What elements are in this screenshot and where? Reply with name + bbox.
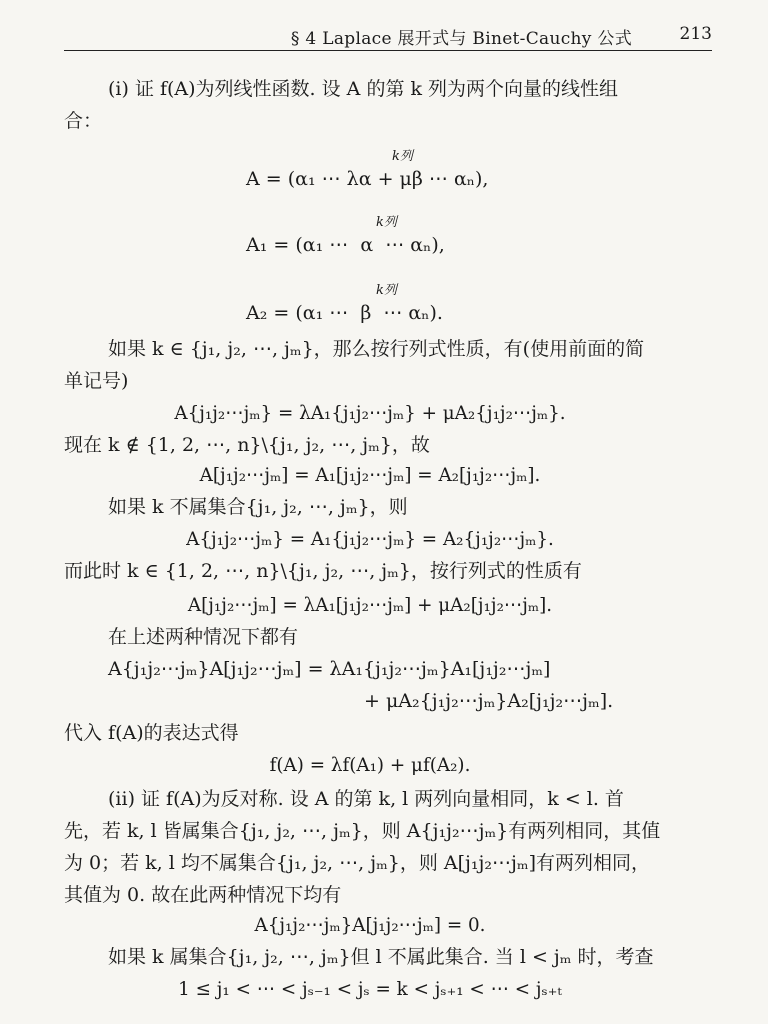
- column-label: k列: [376, 283, 397, 298]
- paragraph-line: (i) 证 f(A)为列线性函数. 设 A 的第 k 列为两个向量的线性组: [108, 78, 619, 100]
- paragraph-line: 为 0；若 k, l 均不属集合{j₁, j₂, ⋯, jₘ}，则 A[j₁j₂⋯jₘ]有两列相同，: [64, 852, 650, 874]
- equation: A{j₁j₂⋯jₘ} = A₁{j₁j₂⋯jₘ} = A₂{j₁j₂⋯jₘ}.: [186, 528, 554, 550]
- paragraph-line: 其值为 0. 故在此两种情况下均有: [64, 884, 342, 906]
- paragraph-line: 在上述两种情况下都有: [108, 626, 299, 648]
- running-header: [64, 22, 712, 51]
- equation: A₁ = (α₁ ⋯ α ⋯ αₙ),: [246, 234, 445, 256]
- paragraph-line: 合：: [64, 110, 103, 132]
- paragraph-line: (ii) 证 f(A)为反对称. 设 A 的第 k, l 两列向量相同，k < l. 首: [108, 788, 624, 810]
- paragraph-line: 单记号): [64, 370, 129, 392]
- paragraph-line: 先，若 k, l 皆属集合{j₁, j₂, ⋯, jₘ}，则 A{j₁j₂⋯jₘ}有两列相同，其值: [64, 820, 661, 842]
- equation: A = (α₁ ⋯ λα + μβ ⋯ αₙ),: [246, 168, 489, 190]
- equation: A{j₁j₂⋯jₘ} = λA₁{j₁j₂⋯jₘ} + μA₂{j₁j₂⋯jₘ}.: [174, 402, 566, 424]
- paragraph-line: 如果 k 属集合{j₁, j₂, ⋯, jₘ}但 l 不属此集合. 当 l < jₘ 时，考查: [108, 946, 654, 968]
- equation: A₂ = (α₁ ⋯ β ⋯ αₙ).: [246, 302, 443, 324]
- column-label: k列: [392, 149, 413, 164]
- equation: f(A) = λf(A₁) + μf(A₂).: [269, 754, 471, 776]
- page-number: 213: [679, 24, 712, 44]
- equation: A{j₁j₂⋯jₘ}A[j₁j₂⋯jₘ] = 0.: [254, 914, 486, 936]
- equation: A{j₁j₂⋯jₘ}A[j₁j₂⋯jₘ] = λA₁{j₁j₂⋯jₘ}A₁[j₁j₂⋯jₘ]: [108, 658, 551, 680]
- paragraph-line: 代入 f(A)的表达式得: [64, 722, 239, 744]
- column-label: k列: [376, 215, 397, 230]
- paragraph-line: 如果 k 不属集合{j₁, j₂, ⋯, jₘ}，则: [108, 496, 408, 518]
- section-title: § 4 Laplace 展开式与 Binet-Cauchy 公式: [290, 29, 632, 49]
- paragraph-line: 现在 k ∉ {1, 2, ⋯, n}\{j₁, j₂, ⋯, jₘ}，故: [64, 434, 430, 456]
- equation: + μA₂{j₁j₂⋯jₘ}A₂[j₁j₂⋯jₘ].: [364, 690, 614, 712]
- equation: 1 ≤ j₁ < ⋯ < jₛ₋₁ < jₛ = k < jₛ₊₁ < ⋯ < jₛ₊ₜ: [178, 978, 562, 1000]
- paragraph-line: 而此时 k ∈ {1, 2, ⋯, n}\{j₁, j₂, ⋯, jₘ}，按行列式的性质有: [64, 560, 582, 582]
- paragraph-line: 如果 k ∈ {j₁, j₂, ⋯, jₘ}，那么按行列式性质，有(使用前面的简: [108, 338, 645, 360]
- equation: A[j₁j₂⋯jₘ] = A₁[j₁j₂⋯jₘ] = A₂[j₁j₂⋯jₘ].: [199, 464, 541, 486]
- equation: A[j₁j₂⋯jₘ] = λA₁[j₁j₂⋯jₘ] + μA₂[j₁j₂⋯jₘ].: [187, 594, 553, 616]
